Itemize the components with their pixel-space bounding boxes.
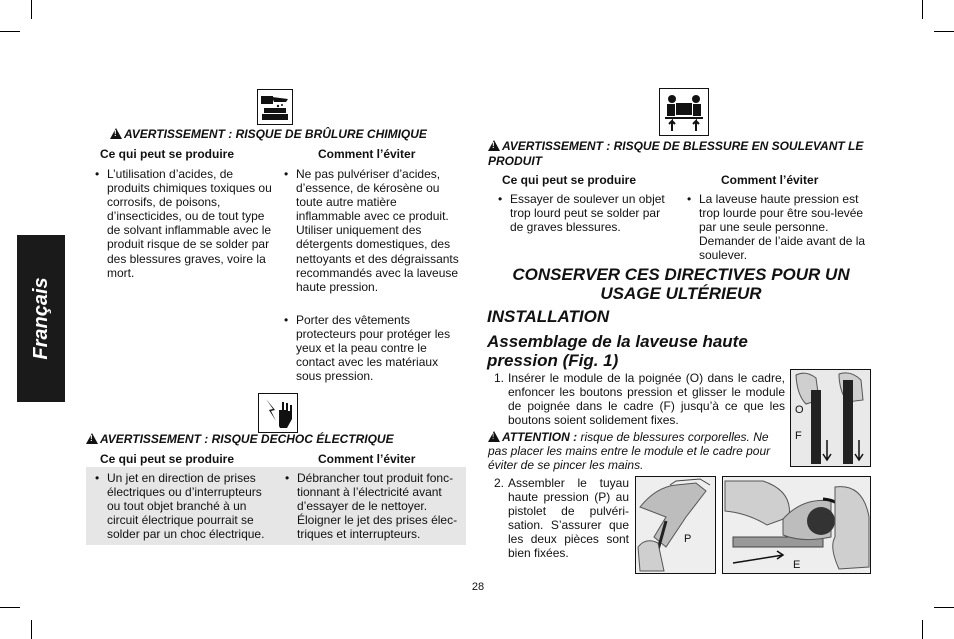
save-instructions-heading: CONSERVER CES DIRECTIVES POUR UN USAGE ULTÉRIEUR (512, 265, 850, 303)
chemical-how-item: • Ne pas pulvériser d’acides, d’essence, de kérosène ou toute autre matière inflammable avec ce produit. Utiliser uniquement des détergents domestiques, des nettoyants et des dégraissants recommandés avec la laveuse haute pression. (284, 167, 459, 294)
lift-col-what: Ce qui peut se produire (502, 173, 637, 187)
electric-shock-icon (258, 393, 298, 433)
figure-handle-frame (790, 369, 871, 467)
step-number: 2. (494, 476, 505, 490)
page-number: 28 (471, 581, 485, 593)
figure-hose-gun (635, 476, 716, 574)
warning-triangle-icon (488, 431, 500, 442)
crop-mark (31, 0, 32, 19)
shock-how-item: • Débrancher tout produit fonc-tionnant à l’électricité avant d’essayer de le nettoyer. Éloigner le jet des prises élec-triques et interrupteurs. (285, 471, 458, 542)
figure-label-f: F (795, 430, 802, 442)
figure-label-e: E (793, 559, 801, 571)
step-text: Insérer le module de la poignée (O) dans le cadre, enfoncer les boutons pression et glisser le module de poignée dans le cadre (F) jusqu’à ce que les boutons soient solidement fixes. (508, 371, 785, 428)
chemical-what-item: • L’utilisation d’acides, de produits chimiques toxiques ou corrosifs, de poisons, d’insecticides, ou de tout type de solvant inflammable avec le produit risque de se solder par des blessures graves, voire la mort. (95, 167, 272, 280)
crop-mark (934, 31, 954, 32)
step-text: Assembler le tuyau haute pression (P) au pistolet de pulvéri-sation. S’assurer que les deux pièces sont bien fixées. (508, 476, 629, 561)
shock-col-how: Comment l’éviter (318, 452, 416, 466)
language-tab-label: Français (30, 277, 52, 360)
shock-warning-title: !AVERTISSEMENT : RISQUE DECHOC ÉLECTRIQUE (86, 432, 466, 447)
chemical-burn-icon (257, 89, 293, 125)
caution-note: !ATTENTION : risque de blessures corporelles. Ne pas placer les mains entre le module et le cadre pour éviter de se pincer les mains. (488, 430, 786, 472)
crop-mark (31, 620, 32, 639)
shock-col-what: Ce qui peut se produire (100, 452, 235, 466)
chemical-how-item: • Porter des vêtements protecteurs pour protéger les yeux et la peau contre le contact avec les matériaux sous pression. (284, 313, 451, 384)
step-number: 1. (494, 371, 505, 385)
chemical-col-what: Ce qui peut se produire (100, 147, 235, 161)
lift-warning-title: !AVERTISSEMENT : RISQUE DE BLESSURE EN SOULEVANT LE PRODUIT (488, 139, 878, 169)
lift-what-item: • Essayer de soulever un objet trop lourd peut se solder par de graves blessures. (498, 192, 665, 235)
crop-mark (922, 0, 923, 19)
chemical-warning-title: !AVERTISSEMENT : RISQUE DE BRÛLURE CHIMIQUE (110, 127, 470, 142)
figure-hose-fitting (722, 476, 871, 574)
figure-label-p: P (684, 533, 692, 545)
chemical-col-how: Comment l’éviter (318, 147, 416, 161)
language-tab (17, 235, 65, 402)
assembly-heading: Assemblage de la laveuse haute pression (Fig. 1) (487, 332, 748, 370)
two-person-lift-icon (659, 88, 709, 136)
warning-triangle-icon (110, 128, 122, 139)
crop-mark (0, 607, 20, 608)
warning-triangle-icon (86, 433, 98, 444)
warning-triangle-icon (488, 140, 500, 151)
figure-label-o: O (795, 404, 804, 416)
installation-heading: INSTALLATION (487, 307, 610, 326)
lift-how-item: • La laveuse haute pression est trop lourde pour être sou-levée par une seule personne. Demander de l’aide avant de la soulever. (687, 192, 866, 263)
crop-mark (922, 620, 923, 639)
crop-mark (934, 607, 954, 608)
lift-col-how: Comment l’éviter (721, 173, 819, 187)
shock-what-item: • Un jet en direction de prises électriques ou d’interrupteurs ou tout objet branché à un circuit électrique pourrait se solder par un choc électrique. (95, 471, 265, 542)
crop-mark (0, 31, 20, 32)
